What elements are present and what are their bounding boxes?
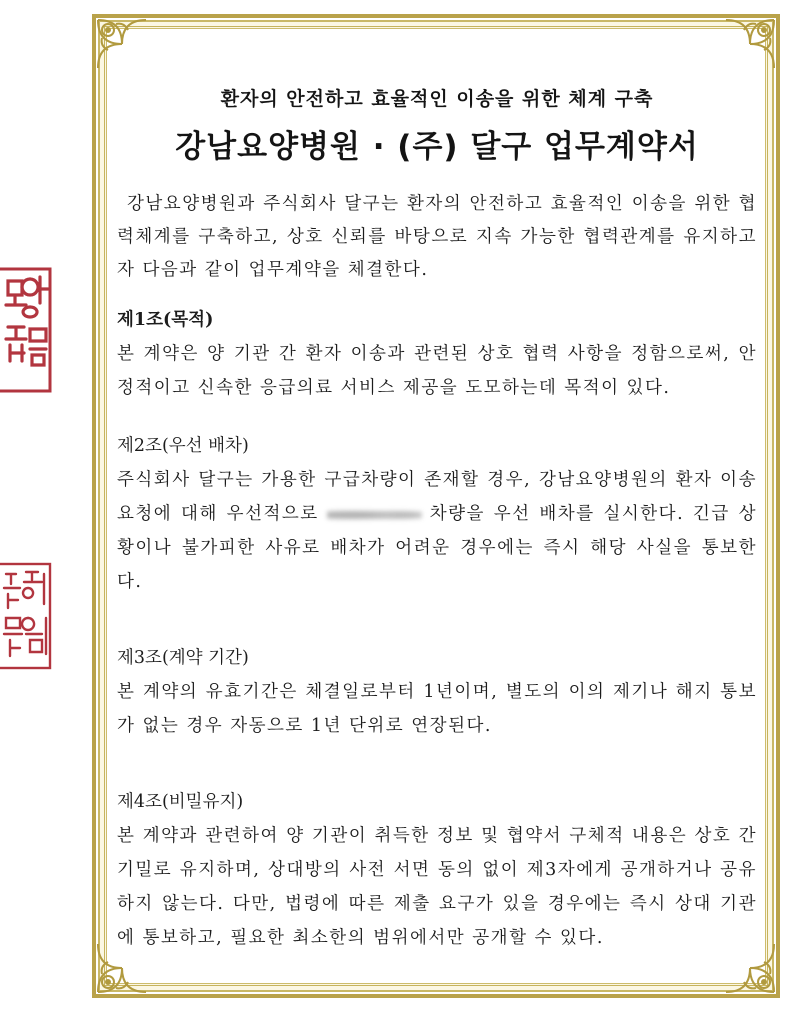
intro-paragraph: 강남요양병원과 주식회사 달구는 환자의 안전하고 효율적인 이송을 위한 협력체계를 구축하고, 상호 신뢰를 바탕으로 지속 가능한 협력관계를 유지하고자 다음과 같이 업무계약을 체결한다. bbox=[117, 194, 757, 280]
contract-content bbox=[117, 84, 757, 955]
document-subtitle: 환자의 안전하고 효율적인 이송을 위한 체계 구축 bbox=[220, 88, 654, 110]
article-title: 제3조(계약 기간) bbox=[117, 648, 249, 668]
corner-ornament bbox=[92, 14, 154, 76]
article-title: 제1조(목적) bbox=[117, 310, 214, 330]
corporate-seal-stamp bbox=[0, 560, 54, 672]
article-body: 본 계약과 관련하여 양 기관이 취득한 정보 및 협약서 구체적 내용은 상호 간 기밀로 유지하며, 상대방의 사전 서면 동의 없이 제3자에게 공개하거나 공유하지 않는다. 다만, 법령에 따른 제출 요구가 있을 경우에는 즉시 상대 기관에 통보하고, 필요한 최소한의 범위에서만 공개할 수 있다. bbox=[117, 826, 757, 948]
redacted-text bbox=[327, 506, 422, 524]
document-title: 강남요양병원 · (주) 달구 업무계약서 bbox=[175, 129, 699, 165]
article-body: 본 계약은 양 기관 간 환자 이송과 관련된 상호 협력 사항을 정함으로써, 안정적이고 신속한 응급의료 서비스 제공을 도모하는데 목적이 있다. bbox=[117, 344, 757, 398]
article-2 bbox=[117, 431, 757, 599]
article-body: 본 계약의 유효기간은 체결일로부터 1년이며, 별도의 이의 제기나 해지 통보가 없는 경우 자동으로 1년 단위로 연장된다. bbox=[117, 682, 757, 736]
article-title: 제2조(우선 배차) bbox=[117, 436, 249, 456]
article-title: 제4조(비밀유지) bbox=[117, 792, 244, 812]
corner-ornament bbox=[718, 14, 780, 76]
article-1 bbox=[117, 305, 757, 405]
article-body-part: 주식회사 달구는 가용한 구급차량이 존재할 경우, 강남요양병원의 환자 이송 요청에 대해 우선적으로 bbox=[117, 470, 757, 524]
article-4 bbox=[117, 787, 757, 955]
official-seal-stamp bbox=[0, 265, 54, 395]
article-3 bbox=[117, 643, 757, 743]
article-body bbox=[117, 463, 757, 599]
article-body-part: 차량을 우선 배차를 실시한다. 긴급 상황이나 불가피한 사유로 배차가 어려운 경우에는 즉시 해당 사실을 통보한다. bbox=[117, 504, 757, 592]
